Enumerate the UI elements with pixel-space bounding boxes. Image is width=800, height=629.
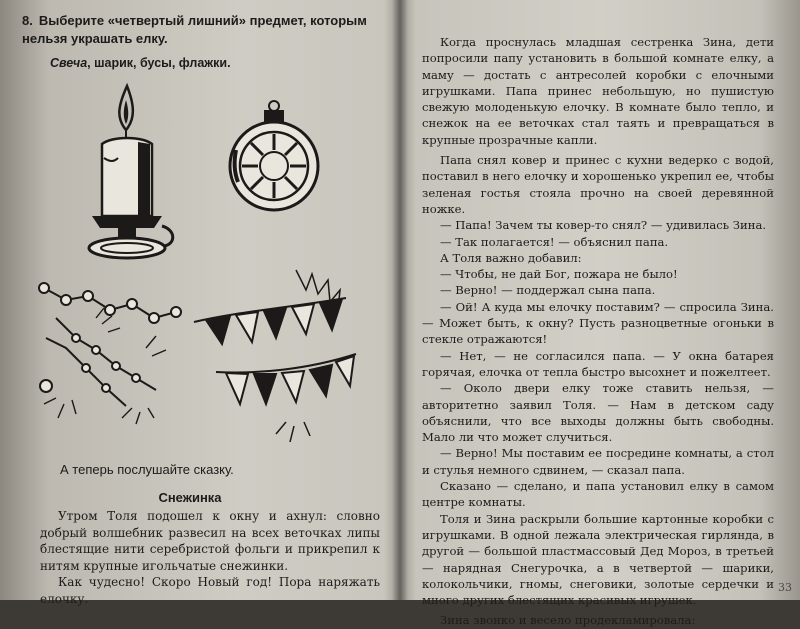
right-paragraph: — Так полагается! — объяснил папа. <box>440 234 669 249</box>
left-page <box>0 0 398 606</box>
right-paragraph: Толя и Зина раскрыли большие картонные коробки с игрушками. В одной лежала электрическая гирлянда, в другой — большой пластмассовый Дед Мороз, в третьей — нарядная Снегурочка, а в четвертой — шарики, колокольчики, гномы, снеговики, золотые сердечки и много других блестящих красивых игрушек. <box>422 511 774 608</box>
story-title: Снежинка <box>158 490 222 505</box>
right-paragraph: А Толя важно добавил: <box>440 250 582 265</box>
listen-text: А теперь послушайте сказку. <box>60 462 234 477</box>
right-paragraph: Сказано — сделано, и папа установил елку в самом центре комнаты. <box>422 479 774 510</box>
left-story-text <box>40 508 380 607</box>
right-story-text <box>422 34 774 629</box>
flags-illustration <box>186 262 376 452</box>
task-heading <box>22 12 382 48</box>
right-paragraph: — Верно! — поддержал сына папа. <box>440 283 656 298</box>
right-paragraph: — Чтобы, не дай Бог, пожара не было! <box>440 267 678 282</box>
right-paragraph: — Ой! А куда мы елочку поставим? — спросила Зина. — Может быть, к окну? Пусть разноцветные огоньки в стекле отражаются! <box>422 299 774 347</box>
ornament-ball-illustration <box>222 100 332 215</box>
beads-illustration <box>36 278 186 428</box>
page-number: 33 <box>778 581 792 594</box>
task-text: Выберите «четвертый лишний» предмет, которым нельзя украшать елку. <box>22 13 367 46</box>
right-page <box>402 0 800 628</box>
right-paragraph: — Нет, — не согласился папа. — У окна батарея горячая, елочка от тепла быстро высохнет и пожелтеет. <box>422 348 774 379</box>
task-number: 8. <box>22 13 33 28</box>
candle-illustration <box>80 78 180 263</box>
option-rest: , шарик, бусы, флажки. <box>87 56 231 70</box>
right-paragraph: Папа снял ковер и принес с кухни ведерко с водой, поставил в него елочку и хорошенько укрепил ее, чтобы зеленая гостья стояла прочно на своей деревянной ножке. <box>422 153 774 216</box>
option-candle: Свеча <box>50 56 88 70</box>
right-paragraph: Зина звонко и весело продекламировала: <box>440 613 696 628</box>
left-paragraph: Утром Толя подошел к окну и ахнул: словно добрый волшебник развесил на всех веточках липы блестящие нити серебристой фольги и прикрепил к нитям крупные игольчатые снежинки. <box>40 509 380 573</box>
right-paragraph: Когда проснулась младшая сестренка Зина, дети попросили папу установить в большой комнате елку, а маму — достать с антресолей коробки с елочными игрушками. Папа принес небольшую, но пушистую свежую молоденькую елочку. В комнате было тепло, и снежок на ее веточках стал таять и превращаться в крупные прозрачные капли. <box>422 35 774 147</box>
right-paragraph: — Папа! Зачем ты ковер-то снял? — удивилась Зина. <box>440 218 767 233</box>
right-paragraph: — Около двери елку тоже ставить нельзя, — авторитетно заявил Толя. — Нам в детском саду объяснили, что все выходы должны быть свободны. Мало ли что может случиться. <box>422 381 774 445</box>
right-paragraph: — Верно! Мы поставим ее посредине комнаты, а стол и стулья немного сдвинем, — сказал папа. <box>422 446 774 477</box>
task-options <box>50 56 231 70</box>
left-paragraph: Как чудесно! Скоро Новый год! Пора наряжать елочку. <box>40 575 380 606</box>
